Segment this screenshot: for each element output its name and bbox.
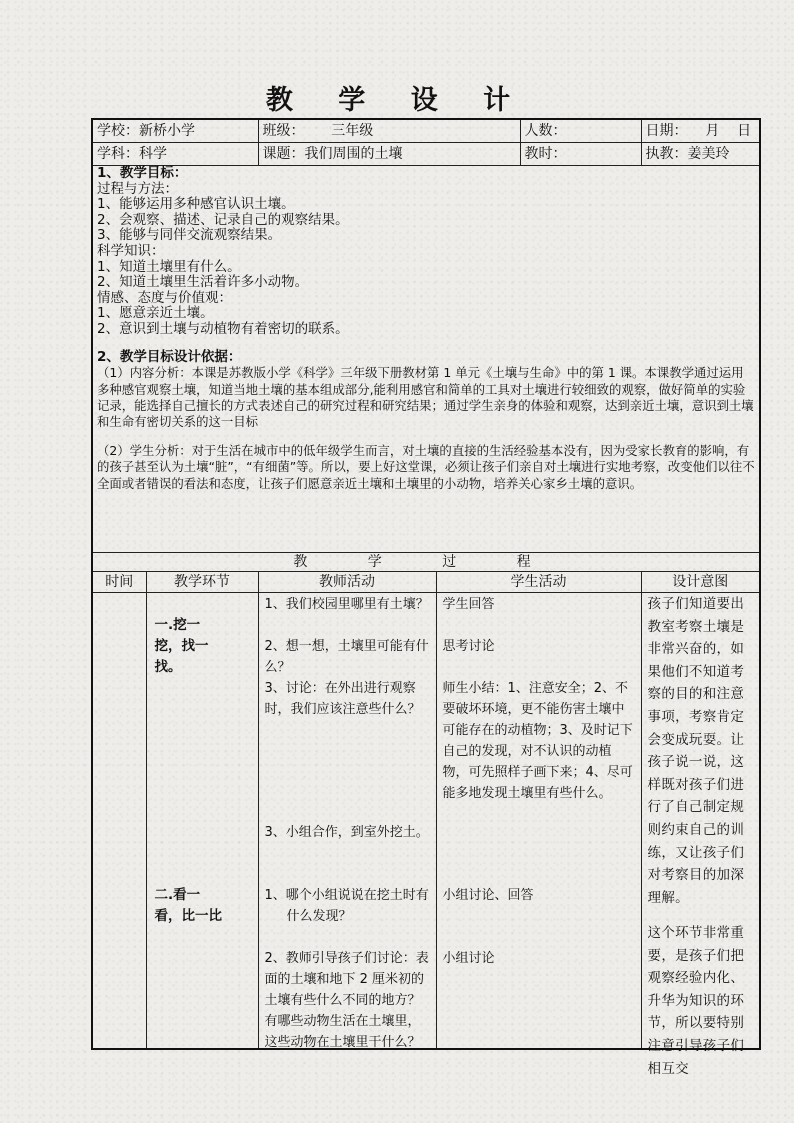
student-step: 师生小结：1、注意安全；2、不要破坏环境，更不能伤害土壤中可能存在的动植物；3、及时记下自己的发现，对不认识的动植物，可先照样子画下来；4、尽可能多地发现土壤里有些什么。: [442, 681, 633, 801]
school-cell: 学校：新桥小学: [92, 119, 258, 143]
student-step: 学生回答: [442, 597, 495, 612]
knowledge-item: 2、知道土壤里生活着许多小动物。: [97, 274, 309, 291]
col-stage: 教学环节: [146, 572, 258, 593]
student-step: 思考讨论: [442, 639, 495, 654]
page-title: 教 学 设 计: [265, 85, 529, 116]
process-body-row: [92, 593, 760, 1050]
objectives-heading: 1、教学目标：: [97, 165, 188, 181]
col-design: 设计意图: [641, 572, 760, 593]
class-cell: 班级： 三年级: [258, 119, 520, 143]
knowledge-label: 科学知识：: [97, 242, 165, 259]
process-column-headers: [92, 572, 760, 593]
knowledge-item: 1、知道土壤里有什么。: [97, 258, 241, 275]
lesson-plan-sheet: [91, 118, 759, 1077]
subject-cell: 学科：科学: [92, 143, 258, 166]
teacher-activity-cell: [258, 593, 436, 1050]
process-title-row: [92, 553, 760, 572]
stage-cell: [146, 593, 258, 1050]
emotion-item: 1、愿意亲近土壤。: [97, 305, 214, 322]
lesson-cell: 课题：我们周围的土壤: [258, 143, 520, 166]
process-item: 1、能够运用多种感官认识土壤。: [97, 196, 295, 213]
teacher-step: 2、想一想，土壤里可能有什么？: [264, 639, 429, 675]
student-step: 小组讨论、回答: [442, 888, 534, 903]
col-time: 时间: [92, 572, 146, 593]
teacher-step: 1、我们校园里哪里有土壤？: [264, 597, 429, 612]
design-note: 这个环节非常重要，是孩子们把观察经验内化、升华为知识的环节，所以要特别注意引导孩子们相互交: [647, 925, 745, 1077]
time-cell: [92, 593, 146, 1050]
header-row-2: [92, 143, 760, 166]
emotion-item: 2、意识到土壤与动植物有着密切的联系。: [97, 320, 349, 337]
teacher-step: 1、哪个小组说说在挖土时有什么发现？: [264, 888, 429, 924]
date-cell: 日期： 月 日: [641, 119, 760, 143]
student-activity-cell: [436, 593, 641, 1050]
emotion-label: 情感、态度与价值观：: [97, 289, 232, 306]
stage-2: 二.看一看，比一比: [154, 887, 222, 924]
periods-cell: 教时：: [520, 143, 641, 166]
process-item: 3、能够与同伴交流观察结果。: [97, 227, 282, 244]
col-student: 学生活动: [436, 572, 641, 593]
header-row-1: [92, 119, 760, 143]
stage-1: 一.挖一挖，找一找。: [154, 617, 209, 675]
design-intent-cell: [641, 593, 760, 1077]
teacher-step: 3、小组合作，到室外挖土。: [264, 825, 429, 840]
student-analysis: （2）学生分析：对于生活在城市中的低年级学生而言，对土壤的直接的生活经验基本没有，因为受家长教育的影响，有的孩子甚至认为土壤“脏”，“有细菌”等。所以，要上好这堂课，必须让孩子们亲自对土壤进行实地考察，改变他们以往不全面或者错误的看法和态度，让孩子们愿意亲近土壤和土壤里的小动物，培养关心家乡土壤的意识。: [97, 442, 755, 491]
teacher-cell: 执教：姜美玲: [641, 143, 760, 166]
process-label: 过程与方法：: [97, 180, 178, 197]
teacher-step: 3、讨论：在外出进行观察时，我们应该注意些什么？: [264, 681, 421, 717]
students-cell: 人数：: [520, 119, 641, 143]
objectives-row: [92, 166, 760, 553]
process-title: 教 学 过 程: [92, 553, 760, 572]
student-step: 小组讨论: [442, 951, 495, 966]
content-analysis: （1）内容分析：本课是苏教版小学《科学》三年级下册教材第 1 单元《土壤与生命》中的第 1 课。本课教学通过运用多种感官观察土壤，知道当地土壤的基本组成部分,能利用感官和简单的工具对土壤进行较细致的观察，做好简单的实验记录，能选择自己擅长的方式表述自己的研究过程和研究结果；通过学生亲身的体验和观察，达到亲近土壤，意识到土壤和生命有密切关系的这一目标: [97, 365, 754, 430]
lesson-plan-table: [91, 118, 761, 1077]
basis-heading: 2、教学目标设计依据：: [97, 348, 242, 365]
col-teacher: 教师活动: [258, 572, 436, 593]
design-note: 孩子们知道要出教室考察土壤是非常兴奋的，如果他们不知道考察的目的和注意事项，考察肯定会变成玩耍。让孩子说一说，这样既对孩子们进行了自己制定规则约束自己的训练，又让孩子们对考察目的加深理解。: [647, 596, 745, 906]
teacher-step: 2、教师引导孩子们讨论：表面的土壤和地下 2 厘米初的土壤有些什么不同的地方？有哪些动物生活在土壤里，这些动物在土壤里干什么？: [264, 951, 429, 1050]
process-item: 2、会观察、描述、记录自己的观察结果。: [97, 211, 349, 228]
objectives-cell: [92, 166, 760, 553]
